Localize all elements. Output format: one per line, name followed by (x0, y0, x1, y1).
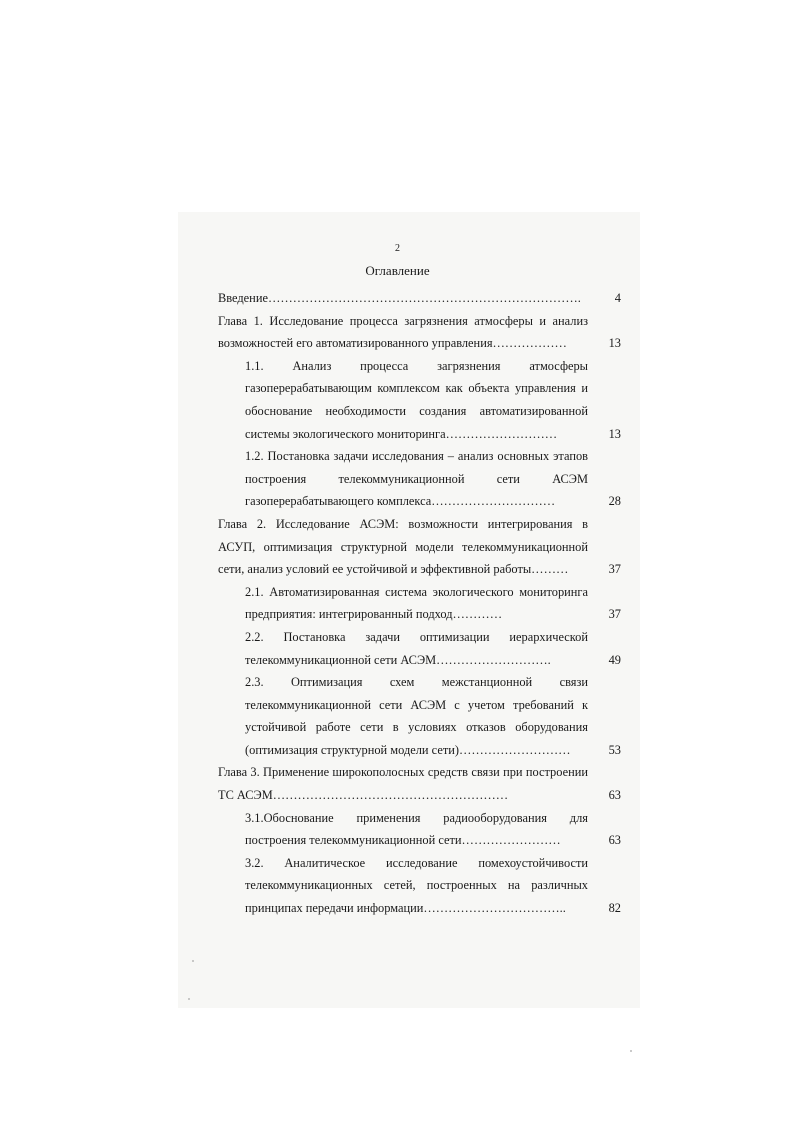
toc-entry-page: 37 (608, 562, 621, 577)
toc-entry-page: 13 (608, 426, 621, 441)
toc-entry-page: 13 (608, 336, 621, 351)
toc-entry-page: 49 (608, 652, 621, 667)
toc-entry-text: 1.1. Анализ процесса загрязнения атмосферы газоперерабатывающим комплексом как объекта управления и обоснование необходимости создания автоматизированной системы экологического мониторинга……………………… (245, 358, 588, 441)
toc-entry-page: 53 (608, 742, 621, 757)
toc-entry-page: 4 (614, 291, 621, 305)
toc-entry-text: Глава 3. Применение широкополосных средств связи при построении ТС АСЭМ………………………………………………… (218, 765, 588, 803)
toc-entry-text: 3.2. Аналитическое исследование помехоустойчивости телекоммуникационных сетей, построенных на различных принципах передачи информации…………………………….. (245, 855, 588, 916)
toc-entry (218, 513, 621, 581)
toc-entry-page: 37 (608, 607, 621, 622)
toc-entry (218, 287, 621, 310)
page-title: Оглавление (365, 263, 430, 278)
toc-entry-text: 3.1.Обоснование применения радиооборудования для построения телекоммуникационной сети…………………… (245, 810, 588, 848)
toc-entry-page: 63 (608, 788, 621, 803)
toc-entry-text: 2.1. Автоматизированная система экологического мониторинга предприятия: интегрированный подход………… (245, 584, 588, 622)
toc-entry-text: 2.2. Постановка задачи оптимизации иерархической телекоммуникационной сети АСЭМ………………………. (245, 629, 588, 667)
toc-entry-page: 28 (608, 494, 621, 509)
table-of-contents (218, 287, 621, 920)
scan-speck (188, 998, 190, 1000)
toc-subentry (245, 807, 621, 852)
toc-entry-page: 82 (608, 901, 621, 916)
toc-entry-page: 63 (608, 833, 621, 848)
toc-entry-text: 2.3. Оптимизация схем межстанционной связи телекоммуникационной сети АСЭМ с учетом требований к устойчивой работе сети в условиях отказов оборудования (оптимизация структурной модели сети)……………………… (245, 675, 588, 757)
toc-entry-text: Глава 1. Исследование процесса загрязнения атмосферы и анализ возможностей его автоматизированного управления……………… (218, 313, 588, 351)
toc-entry-text: 1.2. Постановка задачи исследования – анализ основных этапов построения телекоммуникационной сети АСЭМ газоперерабатывающего комплекса………………………… (245, 449, 588, 509)
toc-entry (218, 310, 621, 355)
toc-subentry (245, 671, 621, 761)
toc-entry-text: Введение…………………………………………………………………. (218, 291, 581, 305)
toc-subentry (245, 581, 621, 626)
toc-entry-text: Глава 2. Исследование АСЭМ: возможности интегрирования в АСУП, оптимизация структурной модели телекоммуникационной сети, анализ условий ее устойчивой и эффективной работы……… (218, 516, 588, 577)
toc-subentry (245, 445, 621, 513)
scan-speck (192, 960, 194, 962)
toc-subentry (245, 626, 621, 671)
page-number: 2 (395, 243, 400, 254)
toc-entry (218, 761, 621, 806)
toc-subentry (245, 852, 621, 920)
scan-speck (630, 1050, 632, 1052)
toc-subentry (245, 355, 621, 445)
